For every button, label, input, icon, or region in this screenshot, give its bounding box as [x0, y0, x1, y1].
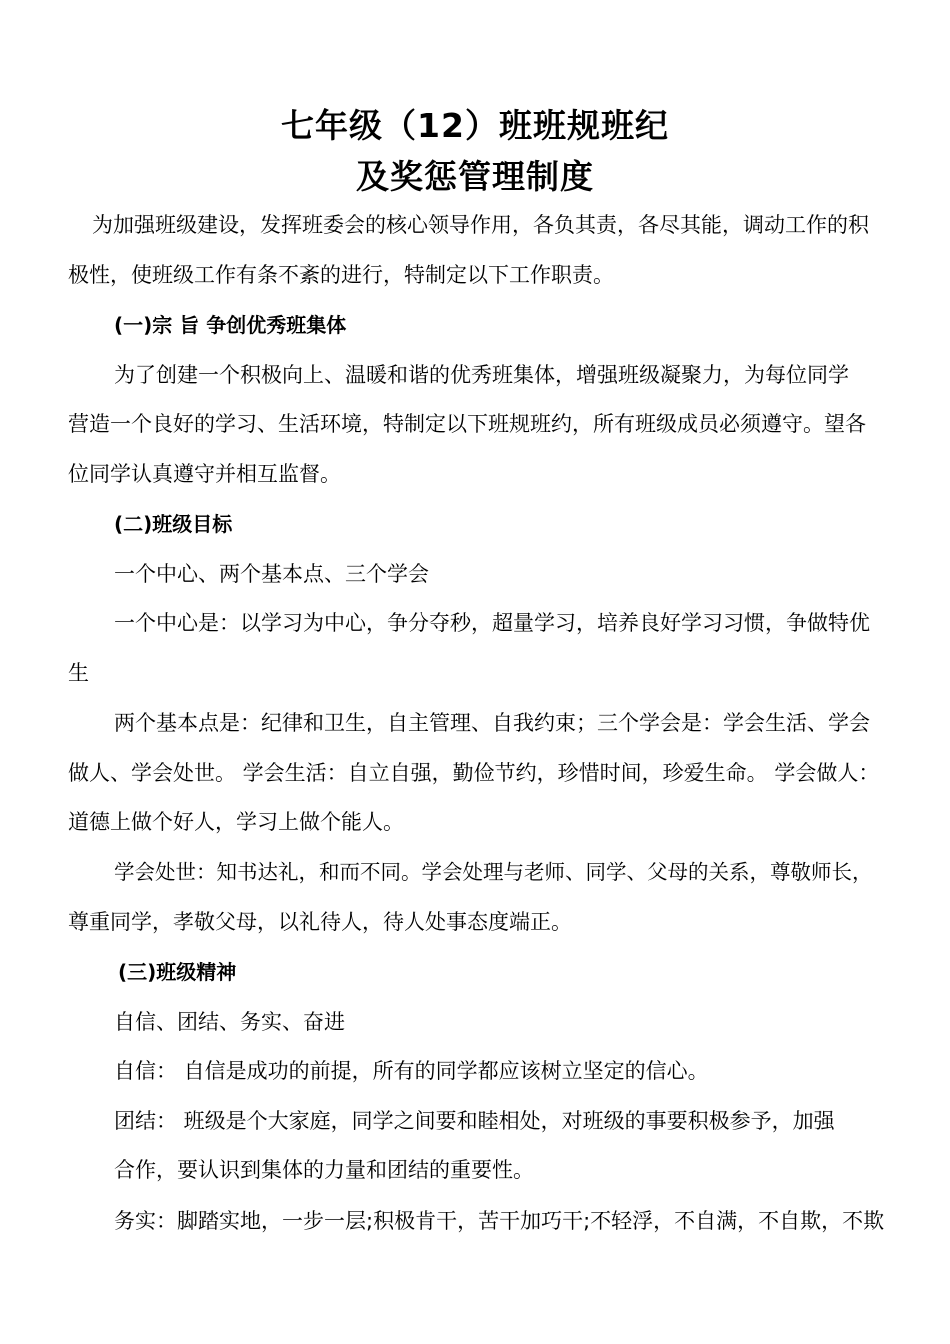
section-3-confidence: 自信： 自信是成功的前提，所有的同学都应该树立坚定的信心。 [114, 1059, 709, 1083]
section-3-heading: (三)班级精神 [118, 960, 237, 984]
intro-line-2: 极性，使班级工作有条不紊的进行，特制定以下工作职责。 [68, 263, 614, 287]
section-2-center-line-1: 一个中心是：以学习为中心，争分夺秒，超量学习，培养良好学习习惯，争做特优 [114, 611, 870, 635]
title-line-2: 及奖惩管理制度 [356, 157, 594, 196]
section-1-paragraph-line-1: 为了创建一个积极向上、温暖和谐的优秀班集体，增强班级凝聚力，为每位同学 [114, 363, 849, 387]
section-3-unity-line-1: 团结： 班级是个大家庭，同学之间要和睦相处，对班级的事要积极参予，加强 [114, 1109, 835, 1133]
section-3-practical-line-1: 务实：脚踏实地，一步一层;积极肯干，苦干加巧干;不轻浮，不自满，不自欺，不欺 [114, 1209, 885, 1233]
section-2-center-line-2: 生 [68, 661, 89, 685]
section-2-points-line-2: 做人、学会处世。 学会生活：自立自强，勤俭节约，珍惜时间，珍爱生命。 学会做人： [68, 761, 880, 785]
section-2-points-line-1: 两个基本点是：纪律和卫生，自主管理、自我约束；三个学会是：学会生活、学会 [114, 711, 870, 735]
section-2-goal: 一个中心、两个基本点、三个学会 [114, 562, 429, 586]
section-2-world-line-2: 尊重同学，孝敬父母，以礼待人，待人处事态度端正。 [68, 910, 572, 934]
title-line-1: 七年级（12）班班规班纪 [281, 106, 669, 145]
section-1-heading: (一)宗 旨 争创优秀班集体 [114, 313, 347, 337]
section-2-heading: (二)班级目标 [114, 512, 233, 536]
section-2-points-line-3: 道德上做个好人，学习上做个能人。 [68, 810, 404, 834]
section-3-spirit: 自信、团结、务实、奋进 [114, 1010, 345, 1034]
section-1-paragraph-line-2: 营造一个良好的学习、生活环境，特制定以下班规班约，所有班级成员必须遵守。望各 [68, 412, 866, 436]
section-1-paragraph-line-3: 位同学认真遵守并相互监督。 [68, 462, 341, 486]
intro-line-1: 为加强班级建设，发挥班委会的核心领导作用，各负其责，各尽其能，调动工作的积 [92, 213, 869, 237]
section-3-unity-line-2: 合作，要认识到集体的力量和团结的重要性。 [114, 1158, 534, 1182]
section-2-world-line-1: 学会处世：知书达礼，和而不同。学会处理与老师、同学、父母的关系，尊敬师长， [114, 860, 873, 884]
